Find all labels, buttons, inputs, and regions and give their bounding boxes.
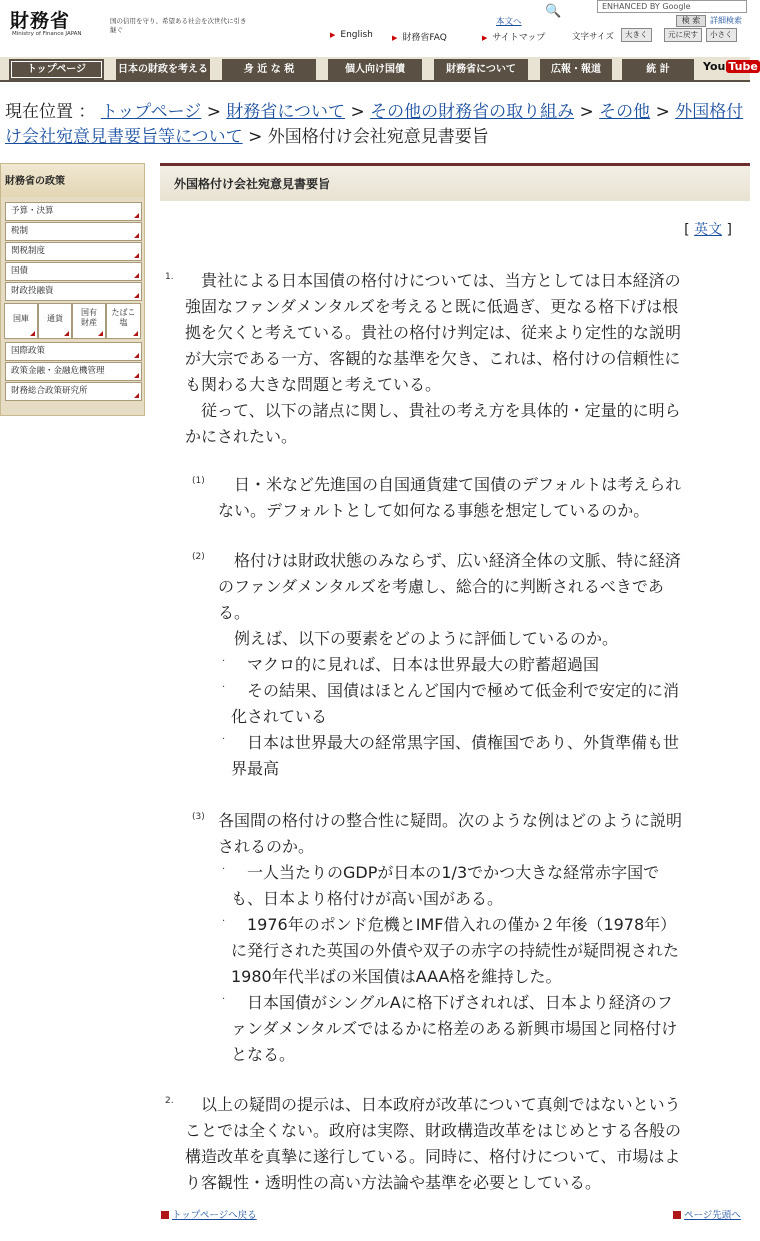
- arrow-icon: [134, 213, 139, 218]
- arrow-icon: [134, 253, 139, 258]
- triangle-icon: ▶: [482, 34, 488, 42]
- bullet-icon: ·: [222, 682, 226, 693]
- text-line: されるのか。: [218, 837, 315, 856]
- page-title: 外国格付け会社宛意見書要旨: [160, 163, 750, 201]
- font-size-label: 文字サイズ: [572, 32, 614, 42]
- text-line: 格付けは財政状態のみならず、広い経済全体の文脈、特に経済: [218, 551, 681, 570]
- text-line: 一人当たりのGDPが日本の1/3でかつ大きな経常赤字国で: [231, 863, 660, 882]
- policy-sidebar: [0, 163, 145, 416]
- advanced-search-link[interactable]: 詳細検索: [710, 16, 742, 25]
- list-item: [231, 730, 679, 782]
- arrow-icon: [134, 393, 139, 398]
- site-logo-english: Ministry of Finance JAPAN: [12, 31, 82, 37]
- nav-item-about[interactable]: 財務省について: [434, 59, 528, 80]
- sub-paragraph-3: [218, 808, 682, 860]
- text-line: る。: [218, 603, 251, 622]
- arrow-icon: [133, 331, 138, 336]
- nav-item-stats[interactable]: 統 計: [622, 59, 694, 80]
- breadcrumb-separator: >: [206, 102, 221, 122]
- back-to-top-link[interactable]: [161, 1207, 257, 1221]
- header-link-label: 財務省FAQ: [402, 33, 447, 43]
- list-item: [231, 678, 679, 730]
- sub-item-number: (3): [192, 812, 205, 822]
- sidebar-item-label: 税制: [11, 226, 29, 236]
- bullet-icon: ·: [222, 864, 226, 875]
- text-line: が大宗である一方、客観的な基準を欠き、これは、格付けの信頼性に: [185, 349, 681, 368]
- sidebar-item-label: 財政投融資: [11, 286, 54, 296]
- page-top-link[interactable]: [673, 1207, 741, 1221]
- arrow-icon: [98, 331, 103, 336]
- text-line: 日・米など先進国の自国通貨建て国債のデフォルトは考えられ: [218, 475, 682, 494]
- sidebar-cell-label: 国有 財産: [81, 308, 97, 327]
- text-line: その結果、国債はほとんど国内で極めて低金利で安定的に消: [231, 681, 680, 700]
- english-version-link[interactable]: 英文: [694, 222, 723, 238]
- back-to-top-label: トップページへ戻る: [172, 1210, 257, 1221]
- triangle-icon: ▶: [392, 34, 398, 42]
- arrow-icon: [134, 273, 139, 278]
- breadcrumb-link-rating-letters[interactable]: 外国格付け会社宛意見書要旨等について: [5, 102, 744, 147]
- list-item: [231, 912, 679, 990]
- english-version: [ 英文 ]: [684, 222, 732, 238]
- sidebar-cell-label: たばこ 塩: [111, 308, 136, 327]
- text-line: に発行された英国の外債や双子の赤字の持続性が疑問視された: [231, 941, 680, 960]
- text-line: ことでは全くない。政府は実際、財政構造改革をはじめとする各般の: [185, 1121, 682, 1140]
- item-number: 2.: [165, 1096, 174, 1106]
- sidebar-heading: 財務省の政策: [1, 164, 144, 197]
- search-button[interactable]: 検 索: [676, 15, 706, 27]
- sidebar-cell-label: 通貨: [47, 314, 63, 323]
- nav-item-finance[interactable]: 日本の財政を考える: [116, 59, 210, 80]
- sidebar-item-label: 国際政策: [11, 346, 46, 356]
- header-link-sitemap[interactable]: [482, 30, 545, 43]
- text-line: 強固なファンダメンタルズを考えると既に低過ぎ、更なる格下げは根: [185, 297, 679, 316]
- text-line: も、日本より格付けが高い国がある。: [231, 889, 504, 908]
- text-line: ない。デフォルトとして如何なる事態を想定しているのか。: [218, 501, 650, 520]
- text-line: 各国間の格付けの整合性に疑問。次のような例はどのように説明: [218, 811, 683, 830]
- sidebar-cell-state-property[interactable]: [72, 303, 106, 339]
- text-line: 貴社による日本国債の格付けについては、当方としては日本経済の: [185, 271, 681, 290]
- sidebar-item-tax[interactable]: [5, 222, 142, 241]
- text-line: マクロ的に見れば、日本は世界最大の貯蓄超過国: [231, 655, 600, 674]
- font-larger-button[interactable]: 大きく: [621, 28, 652, 42]
- sidebar-item-label: 政策金融・金融危機管理: [11, 366, 105, 376]
- site-logo[interactable]: 財務省: [10, 10, 71, 32]
- header-link-label: English: [340, 30, 373, 40]
- sidebar-item-label: 国債: [11, 266, 29, 276]
- sidebar-item-filp[interactable]: [5, 282, 142, 301]
- youtube-tube: Tube: [728, 60, 758, 73]
- triangle-icon: ▶: [330, 31, 336, 39]
- nav-item-top[interactable]: トップページ: [9, 59, 104, 80]
- bullet-icon: ·: [222, 656, 226, 667]
- arrow-icon: [134, 293, 139, 298]
- list-item: [231, 860, 659, 912]
- sub-item-number: (2): [192, 552, 205, 562]
- sidebar-item-label: 関税制度: [11, 246, 46, 256]
- nav-item-tax[interactable]: 身 近 な 税: [222, 59, 316, 80]
- item-number: 1.: [165, 272, 174, 282]
- breadcrumb-separator: >: [350, 102, 365, 122]
- text-line: 1976年のポンド危機とIMF借入れの僅か２年後（1978年）: [231, 915, 677, 934]
- sidebar-item-bonds[interactable]: [5, 262, 142, 281]
- sub-paragraph-1: [218, 472, 681, 524]
- text-line: 界最高: [231, 759, 280, 778]
- breadcrumb-separator: >: [655, 102, 670, 122]
- search-input[interactable]: ENHANCED BY Google: [597, 0, 747, 13]
- text-line: となる。: [231, 1045, 296, 1064]
- sidebar-item-customs[interactable]: [5, 242, 142, 261]
- text-line: 日本は世界最大の経常黒字国、債権国であり、外貨準備も世: [231, 733, 680, 752]
- nav-item-press[interactable]: 広報・報道: [540, 59, 612, 80]
- arrow-icon: [30, 331, 35, 336]
- arrow-up-icon: [673, 1211, 681, 1219]
- site-tagline: 国の信用を守り、希望ある社会を次世代に引き継ぐ: [110, 17, 247, 34]
- arrow-icon: [134, 353, 139, 358]
- breadcrumb-prefix: 現在位置 ：: [5, 102, 96, 122]
- text-line: 以上の疑問の提示は、日本政府が改革について真剣ではないという: [185, 1095, 681, 1114]
- breadcrumb-separator: >: [579, 102, 594, 122]
- sidebar-item-label: 財務総合政策研究所: [11, 386, 88, 396]
- breadcrumb-separator: >: [248, 127, 263, 147]
- text-line: 拠を欠くと考えている。貴社の格付け判定は、従来より定性的な説明: [185, 323, 682, 342]
- header-link-english[interactable]: [330, 30, 373, 40]
- arrow-icon: [134, 233, 139, 238]
- sidebar-cell-currency[interactable]: [38, 303, 72, 339]
- sidebar-item-international[interactable]: [5, 342, 142, 361]
- sub-item-number: (1): [192, 476, 205, 486]
- breadcrumb-link-initiatives[interactable]: その他の財務省の取り組み: [370, 102, 575, 122]
- text-line: 化されている: [231, 707, 328, 726]
- paragraph-2: [185, 1092, 681, 1196]
- header-link-label: サイトマップ: [492, 33, 546, 43]
- text-line: も関わる大きな問題と考えている。: [185, 375, 442, 394]
- sidebar-item-budget[interactable]: [5, 202, 142, 221]
- sidebar-cell-label: 国庫: [13, 314, 29, 323]
- sidebar-cell-tobacco-salt[interactable]: [106, 303, 141, 339]
- breadcrumb: [5, 100, 747, 150]
- skip-to-content-link[interactable]: 本文へ: [496, 17, 522, 27]
- font-reset-button[interactable]: 元に戻す: [664, 28, 702, 42]
- list-item: [231, 990, 677, 1068]
- text-line: 従って、以下の諸点に関し、貴社の考え方を具体的・定量的に明ら: [185, 401, 681, 420]
- font-smaller-button[interactable]: 小さく: [706, 28, 737, 42]
- text-line: ァンダメンタルズではるかに格差のある新興市場国と同格付け: [231, 1019, 678, 1038]
- bullet-icon: ·: [222, 916, 226, 927]
- youtube-link[interactable]: [703, 60, 760, 73]
- text-line: 日本国債がシングルAに格下げされれば、日本より経済のフ: [231, 993, 673, 1012]
- breadcrumb-current: 外国格付け会社宛意見書要旨: [267, 127, 489, 147]
- text-line: かにされたい。: [185, 427, 298, 446]
- breadcrumb-link-other[interactable]: その他: [599, 102, 651, 122]
- text-line: 1980年代半ばの米国債はAAA格を維持した。: [231, 967, 562, 986]
- sidebar-item-policy-finance[interactable]: [5, 362, 142, 381]
- arrow-icon: [134, 373, 139, 378]
- text-line: り客観性・透明性の高い方法論や基準を必要としている。: [185, 1173, 602, 1192]
- bullet-icon: ·: [222, 994, 226, 1005]
- sidebar-item-research[interactable]: [5, 382, 142, 401]
- arrow-icon: [64, 331, 69, 336]
- text-line: のファンダメンタルズを考慮し、総合的に判断されるべきであ: [218, 577, 664, 596]
- page-top-label: ページ先頭へ: [684, 1210, 741, 1221]
- breadcrumb-link-top[interactable]: トップページ: [100, 102, 202, 122]
- search-icon: 🔍: [545, 4, 562, 19]
- text-line: 例えば、以下の要素をどのように評価しているのか。: [218, 629, 619, 648]
- sidebar-item-label: 予算・決算: [11, 206, 54, 216]
- sidebar-cell-treasury[interactable]: [4, 303, 38, 339]
- nav-item-bonds[interactable]: 個人向け国債: [328, 59, 422, 80]
- sub-paragraph-2: [218, 548, 681, 652]
- youtube-you: You: [703, 60, 726, 73]
- text-line: 構造改革を真摯に遂行している。同時に、格付けについて、市場はよ: [185, 1147, 681, 1166]
- paragraph-1: [185, 268, 681, 450]
- list-item: [231, 652, 599, 678]
- arrow-icon: [161, 1211, 169, 1219]
- breadcrumb-link-about[interactable]: 財務省について: [226, 102, 346, 122]
- bullet-icon: ·: [222, 734, 226, 745]
- header-link-faq[interactable]: [392, 30, 447, 43]
- site-header: [0, 0, 750, 56]
